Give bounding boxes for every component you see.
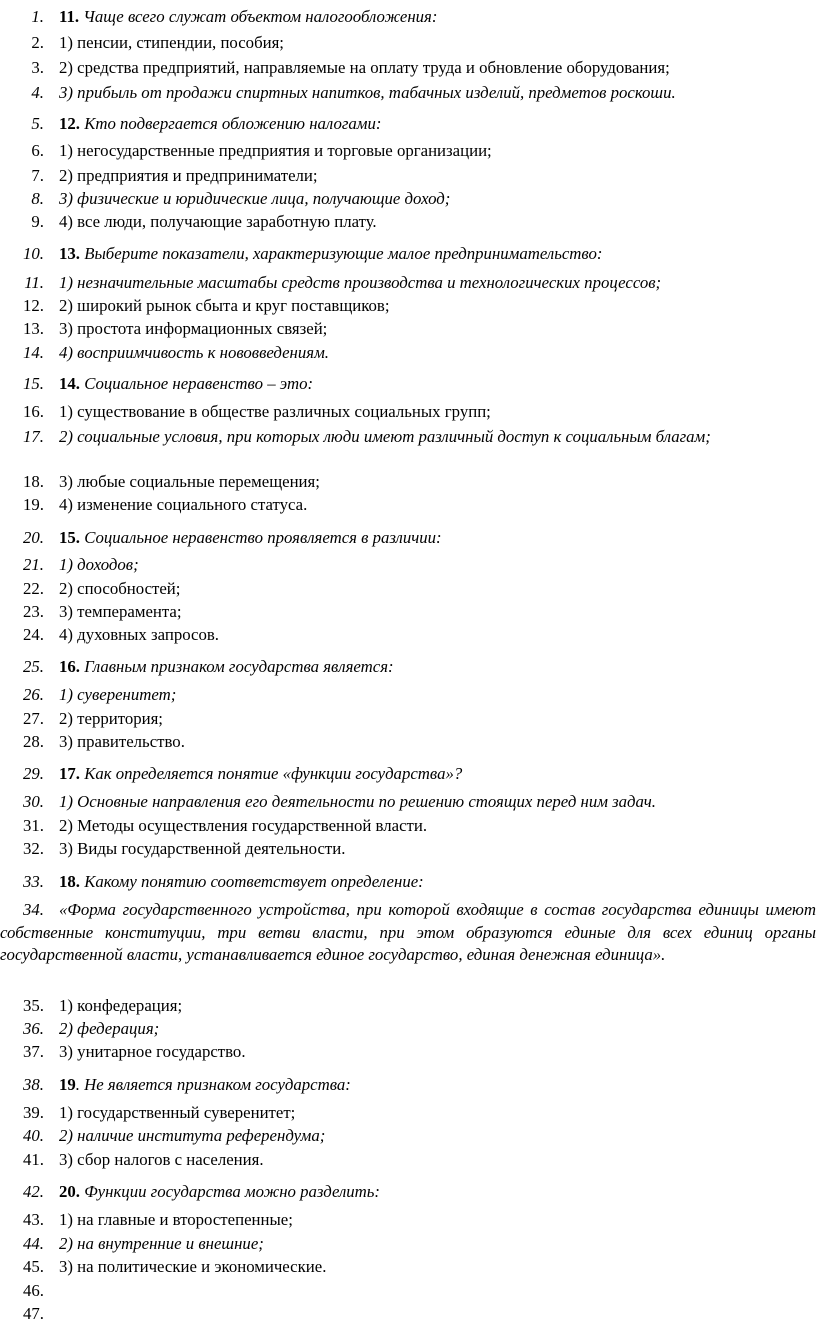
answer-text: 3) простота информационных связей;: [59, 319, 328, 338]
line-number: 43.: [23, 1210, 44, 1229]
question-text: 20. Функции государства можно разделить:: [59, 1182, 381, 1201]
answer-text: 1) существование в обществе различных социальных групп;: [59, 402, 491, 421]
question-text: 16. Главным признаком государства является:: [59, 657, 394, 676]
answer-text: 1) незначительные масштабы средств производства и технологических процессов;: [59, 273, 662, 292]
line-number: 32.: [23, 839, 44, 858]
question-text: 17. Как определяется понятие «функции государства»?: [59, 764, 463, 783]
line-number: 13.: [23, 319, 44, 338]
definition-text: [0, 899, 816, 967]
answer-text: 4) изменение социального статуса.: [59, 495, 308, 514]
answer-text: 1) государственный суверенитет;: [59, 1103, 296, 1122]
answer-text: 2) на внутренние и внешние;: [59, 1234, 264, 1253]
line-number: 16.: [23, 402, 44, 421]
line-number: 3.: [31, 58, 44, 77]
line-number: 1.: [31, 7, 44, 26]
answer-text: 1) доходов;: [59, 555, 139, 574]
line-number: 24.: [23, 625, 44, 644]
line-number: 33.: [23, 872, 44, 891]
line-number: 20.: [23, 528, 44, 547]
line-number: 35.: [23, 996, 44, 1015]
line-number: 25.: [23, 657, 44, 676]
answer-text: 3) любые социальные перемещения;: [59, 472, 320, 491]
question-text: 14. Социальное неравенство – это:: [59, 374, 314, 393]
line-number: 42.: [23, 1182, 44, 1201]
answer-text: 2) наличие института референдума;: [59, 1126, 326, 1145]
line-number: 46.: [23, 1281, 44, 1300]
answer-text: 3) физические и юридические лица, получающие доход;: [59, 189, 451, 208]
line-number: 9.: [31, 212, 44, 231]
question-text: 11. Чаще всего служат объектом налогообложения:: [59, 7, 438, 26]
line-number: 34.: [23, 900, 44, 919]
line-number: 30.: [23, 792, 44, 811]
line-number: 22.: [23, 579, 44, 598]
line-number: 38.: [23, 1075, 44, 1094]
question-number: 11.: [59, 7, 80, 26]
question-number: 16.: [59, 657, 80, 676]
question-number: 13.: [59, 244, 80, 263]
answer-text: 2) средства предприятий, направляемые на оплату труда и обновление оборудования;: [59, 58, 670, 77]
answer-option-correct-multiline: [0, 426, 816, 449]
line-number: 7.: [31, 166, 44, 185]
line-number: 37.: [23, 1042, 44, 1061]
answer-text: 4) духовных запросов.: [59, 625, 220, 644]
line-number: 28.: [23, 732, 44, 751]
answer-text: 2) федерация;: [59, 1019, 160, 1038]
line-number: 31.: [23, 816, 44, 835]
line-number: 21.: [23, 555, 44, 574]
question-text: 19. Не является признаком государства:: [59, 1075, 351, 1094]
question-number: 17.: [59, 764, 80, 783]
answer-text: 3) темперамента;: [59, 602, 182, 621]
answer-text: 3) Виды государственной деятельности.: [59, 839, 346, 858]
line-number: 10.: [23, 244, 44, 263]
question-number: 15.: [59, 528, 80, 547]
answer-text: 2) социальные условия, при которых люди имеют различный доступ к социальным благам;: [59, 427, 711, 446]
line-number: 27.: [23, 709, 44, 728]
line-number: 29.: [23, 764, 44, 783]
answer-text: 1) Основные направления его деятельности по решению стоящих перед ним задач.: [59, 792, 656, 811]
line-number: 44.: [23, 1234, 44, 1253]
line-number: 19.: [23, 495, 44, 514]
answer-text: 2) способностей;: [59, 579, 181, 598]
answer-text: 4) все люди, получающие заработную плату.: [59, 212, 377, 231]
line-number: 2.: [31, 33, 44, 52]
line-number: 5.: [31, 114, 44, 133]
question-number: 20.: [59, 1182, 80, 1201]
answer-text: 3) унитарное государство.: [59, 1042, 246, 1061]
answer-text: 1) пенсии, стипендии, пособия;: [59, 33, 284, 52]
question-number: 18.: [59, 872, 80, 891]
line-number: 8.: [31, 189, 44, 208]
answer-text: 1) суверенитет;: [59, 685, 177, 704]
line-number: 17.: [23, 427, 44, 446]
line-number: 4.: [31, 83, 44, 102]
answer-text: 2) предприятия и предприниматели;: [59, 166, 318, 185]
answer-text: 2) территория;: [59, 709, 163, 728]
question-number: 14.: [59, 374, 80, 393]
line-number: 36.: [23, 1019, 44, 1038]
line-number: 40.: [23, 1126, 44, 1145]
answer-text: 1) на главные и второстепенные;: [59, 1210, 293, 1229]
answer-text: 1) негосударственные предприятия и торговые организации;: [59, 141, 492, 160]
question-number: 19: [59, 1075, 76, 1094]
line-number: 23.: [23, 602, 44, 621]
answer-text: 3) сбор налогов с населения.: [59, 1150, 264, 1169]
question-number: 12.: [59, 114, 80, 133]
line-number: 45.: [23, 1257, 44, 1276]
answer-text: 1) конфедерация;: [59, 996, 183, 1015]
line-number: 12.: [23, 296, 44, 315]
line-number: 15.: [23, 374, 44, 393]
line-number: 26.: [23, 685, 44, 704]
line-number: 39.: [23, 1103, 44, 1122]
definition-body: «Форма государственного устройства, при которой входящие в состав государства единицы имеют собственные конституции, три ветви власти, при этом образуются единые для всех единиц органы государственной власти, устанавливается единое государство, единая денежная единица».: [0, 900, 816, 964]
answer-text: 2) Методы осуществления государственной власти.: [59, 816, 428, 835]
question-text: 15. Социальное неравенство проявляется в различии:: [59, 528, 442, 547]
answer-text: 4) восприимчивость к нововведениям.: [59, 343, 329, 362]
answer-text: 2) широкий рынок сбыта и круг поставщиков;: [59, 296, 390, 315]
question-text: 12. Кто подвергается обложению налогами:: [59, 114, 382, 133]
line-number: 41.: [23, 1150, 44, 1169]
answer-text: 3) правительство.: [59, 732, 185, 751]
answer-text: 3) прибыль от продажи спиртных напитков, табачных изделий, предметов роскоши.: [59, 83, 676, 102]
line-number: 14.: [23, 343, 44, 362]
line-number: 47.: [23, 1304, 44, 1323]
answer-text: 3) на политические и экономические.: [59, 1257, 327, 1276]
line-number: 6.: [31, 141, 44, 160]
question-text: 13. Выберите показатели, характеризующие малое предпринимательство:: [59, 244, 603, 263]
question-text: 18. Какому понятию соответствует определение:: [59, 872, 424, 891]
line-number: 11.: [24, 273, 44, 292]
line-number: 18.: [23, 472, 44, 491]
